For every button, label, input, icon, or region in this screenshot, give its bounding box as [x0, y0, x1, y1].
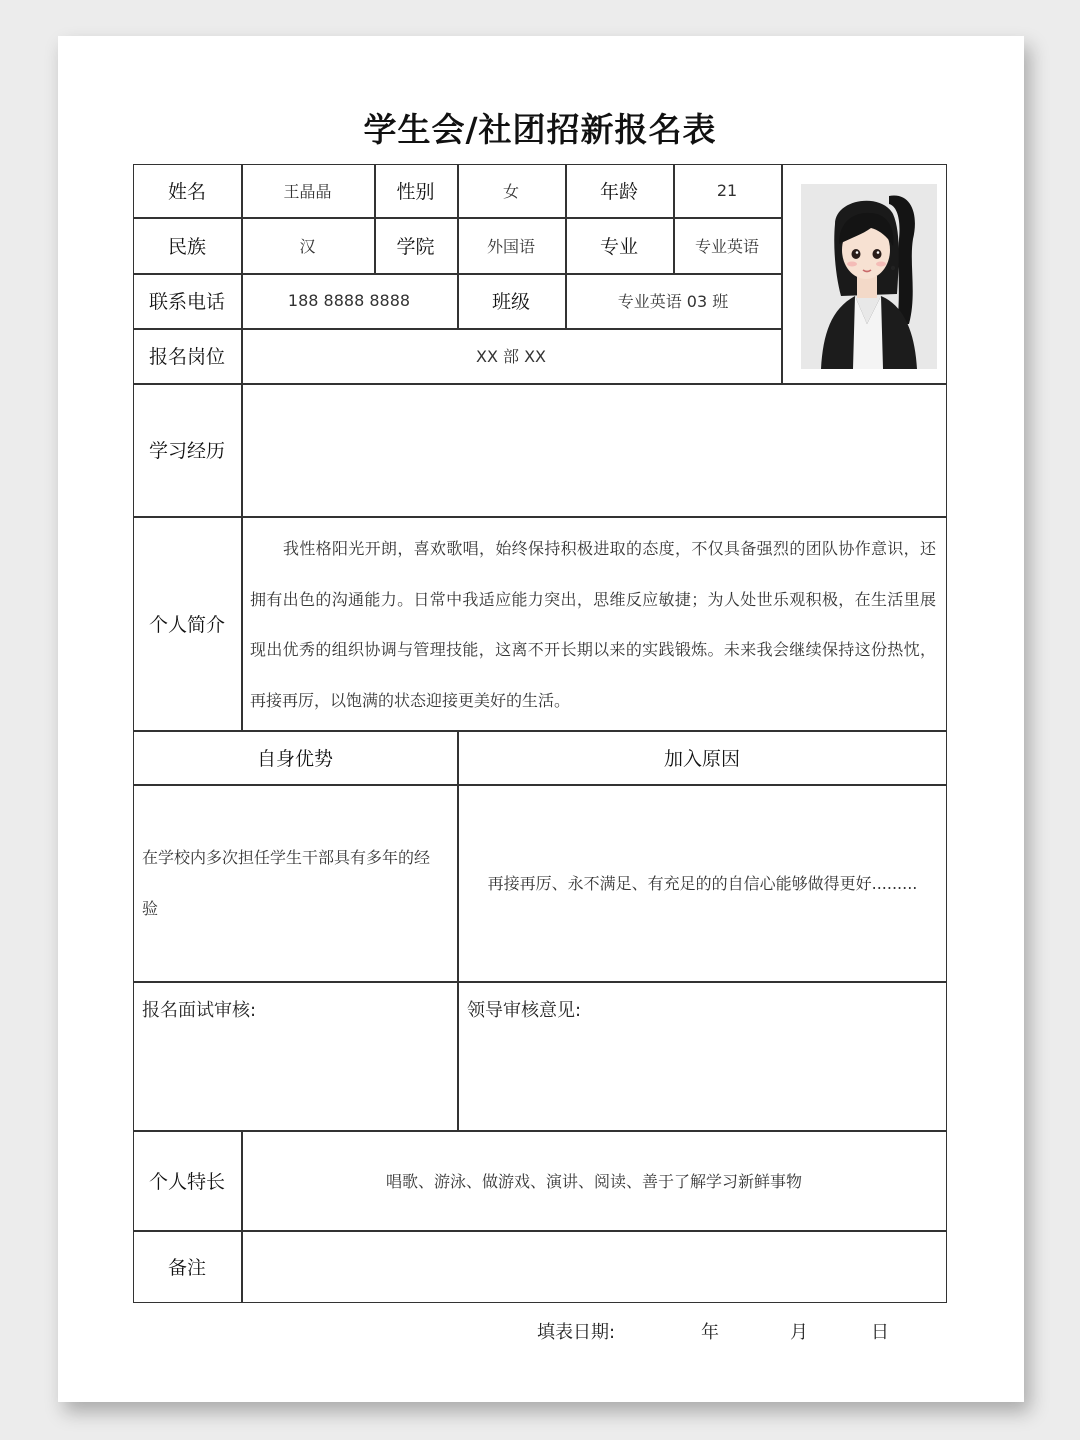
label-class: 班级	[491, 291, 530, 313]
value-reason[interactable]: 再接再厉、永不满足、有充足的的自信心能够做得更好.........	[487, 874, 918, 893]
value-phone[interactable]: 188 8888 8888	[287, 291, 411, 310]
label-fill-date: 填表日期:	[537, 1322, 616, 1343]
value-major[interactable]: 专业英语	[694, 236, 759, 256]
label-name: 姓名	[167, 181, 206, 203]
label-year: 年	[701, 1322, 719, 1343]
avatar-illustration	[801, 184, 937, 369]
form-title: 学生会/社团招新报名表	[363, 110, 717, 149]
grid-line	[133, 981, 947, 983]
label-age: 年龄	[599, 181, 638, 203]
label-remarks: 备注	[167, 1257, 206, 1279]
value-intro[interactable]: 我性格阳光开朗，喜欢歌唱，始终保持积极进取的态度，不仅具备强烈的团队协作意识，还拥有出色的沟通能力。日常中我适应能力突出，思维反应敏捷；为人处世乐观积极，在生活里展现出优秀的组织协调与管理技能，这离不开长期以来的实践锻炼。未来我会继续保持这份热忱，再接再厉，以饱满的状态迎接更美好的生活。	[250, 539, 936, 710]
label-education: 学习经历	[148, 440, 225, 462]
label-position: 报名岗位	[148, 346, 225, 368]
label-college: 学院	[396, 235, 435, 258]
value-class[interactable]: 专业英语 03 班	[617, 292, 729, 311]
label-reason: 加入原因	[663, 747, 740, 770]
applicant-photo	[801, 184, 937, 369]
grid-line	[781, 164, 783, 384]
value-gender[interactable]: 女	[502, 182, 519, 201]
value-name[interactable]: 王晶晶	[283, 182, 332, 201]
value-strengths[interactable]: 在学校内多次担任学生干部具有多年的经验	[142, 848, 431, 918]
label-leader-review: 领导审核意见:	[467, 1000, 582, 1021]
label-phone: 联系电话	[148, 291, 225, 313]
label-month: 月	[790, 1322, 808, 1343]
label-gender: 性别	[396, 181, 435, 203]
value-education-empty[interactable]	[241, 383, 947, 516]
label-strengths: 自身优势	[256, 747, 333, 770]
label-ethnicity: 民族	[167, 235, 206, 258]
label-intro: 个人简介	[148, 613, 225, 636]
value-ethnicity[interactable]: 汉	[299, 236, 316, 256]
grid-line	[133, 516, 947, 518]
label-day: 日	[871, 1322, 889, 1343]
value-position[interactable]: XX 部 XX	[475, 347, 547, 366]
label-talents: 个人特长	[148, 1170, 225, 1193]
label-major: 专业	[599, 235, 638, 258]
value-remarks-empty[interactable]	[241, 1230, 947, 1303]
value-talents[interactable]: 唱歌、游泳、做游戏、演讲、阅读、善于了解学习新鲜事物	[385, 1171, 802, 1191]
label-interview-review: 报名面试审核:	[142, 1000, 257, 1021]
value-college[interactable]: 外国语	[486, 236, 535, 256]
value-age[interactable]: 21	[716, 181, 738, 200]
